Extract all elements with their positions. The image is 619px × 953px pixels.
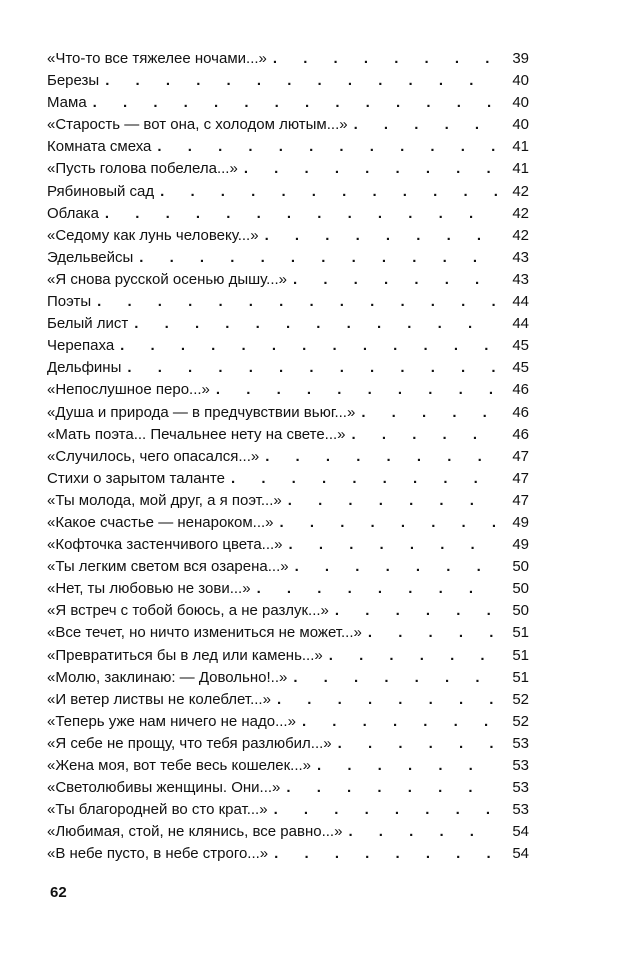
toc-entry-page: 51 [499,622,529,644]
dot-leader [280,512,499,534]
toc-entry-page: 46 [499,424,529,446]
dot-leader [273,48,499,70]
dot-leader [244,158,499,180]
toc-entry-title: «Молю, заклинаю: — Довольно!..» [47,667,293,689]
dot-leader [289,534,499,556]
dot-leader [295,556,499,578]
toc-entry [47,379,529,401]
dot-leader [348,821,499,843]
toc-entry-page: 40 [499,70,529,92]
toc-entry-title: «Превратиться бы в лед или камень...» [47,645,329,667]
toc-entry-title: «Теперь уже нам ничего не надо...» [47,711,302,733]
toc-entry-page: 54 [499,821,529,843]
dot-leader [257,578,499,600]
toc-entry-page: 47 [499,490,529,512]
dot-leader [93,92,499,114]
toc-entry-page: 50 [499,556,529,578]
toc-entry-title: «Седому как лунь человеку...» [47,225,265,247]
toc-entry-page: 41 [499,158,529,180]
toc-entry-title: Эдельвейсы [47,247,139,269]
dot-leader [338,733,499,755]
dot-leader [274,843,499,865]
dot-leader [157,136,499,158]
toc-entry [47,667,529,689]
toc-entry-title: Рябиновый сад [47,181,160,203]
toc-entry [47,203,529,225]
dot-leader [105,70,499,92]
toc-entry-title: «Что-то все тяжелее ночами...» [47,48,273,70]
toc-entry [47,556,529,578]
toc-entry-page: 54 [499,843,529,865]
toc-entry-title: «Мать поэта... Печальнее нету на свете...» [47,424,352,446]
toc-entry-title: «Душа и природа — в предчувствии вьюг...» [47,402,361,424]
toc-entry [47,313,529,335]
dot-leader [317,755,499,777]
toc-entry-page: 53 [499,799,529,821]
toc-entry-page: 51 [499,645,529,667]
dot-leader [329,645,499,667]
toc-entry-title: «Я встреч с тобой боюсь, а не разлук...» [47,600,335,622]
toc-entry-page: 49 [499,534,529,556]
dot-leader [97,291,499,313]
toc-entry-page: 45 [499,357,529,379]
toc-entry [47,335,529,357]
toc-entry-title: «И ветер листвы не колеблет...» [47,689,277,711]
toc-entry [47,534,529,556]
toc-entry-title: «В небе пусто, в небе строго...» [47,843,274,865]
toc-entry-page: 52 [499,711,529,733]
toc-entry-title: Стихи о зарытом таланте [47,468,231,490]
toc-entry-title: Дельфины [47,357,127,379]
toc-entry [47,512,529,534]
toc-entry [47,158,529,180]
toc-entry-title: «Какое счастье — ненароком...» [47,512,280,534]
toc-entry-page: 53 [499,733,529,755]
dot-leader [274,799,499,821]
dot-leader [335,600,499,622]
toc-entry [47,733,529,755]
toc-entry-page: 42 [499,203,529,225]
toc-entry [47,689,529,711]
toc-entry [47,843,529,865]
toc-entry [47,446,529,468]
toc-entry-title: «Кофточка застенчивого цвета...» [47,534,289,556]
dot-leader [139,247,499,269]
toc-entry-title: «Жена моя, вот тебе весь кошелек...» [47,755,317,777]
toc-entry-title: «Ты молода, мой друг, а я поэт...» [47,490,288,512]
toc-entry-title: «Пусть голова побелела...» [47,158,244,180]
dot-leader [286,777,499,799]
toc-entry-page: 44 [499,313,529,335]
toc-entry-title: «Ты легким светом вся озарена...» [47,556,295,578]
toc-entry-title: «Ты благородней во сто крат...» [47,799,274,821]
toc-entry-page: 42 [499,225,529,247]
dot-leader [361,402,499,424]
toc-entry-title: Мама [47,92,93,114]
dot-leader [288,490,499,512]
dot-leader [293,667,499,689]
toc-entry-page: 41 [499,136,529,158]
dot-leader [265,225,499,247]
dot-leader [265,446,499,468]
toc-entry [47,711,529,733]
toc-entry [47,114,529,136]
toc-entry-title: Комната смеха [47,136,157,158]
toc-entry-title: Поэты [47,291,97,313]
toc-entry [47,755,529,777]
toc-entry-page: 40 [499,92,529,114]
dot-leader [352,424,499,446]
toc-entry [47,578,529,600]
toc-entry-page: 46 [499,402,529,424]
toc-entry-page: 47 [499,446,529,468]
toc-entry-page: 44 [499,291,529,313]
toc-entry [47,777,529,799]
toc-entry-title: Белый лист [47,313,134,335]
dot-leader [160,181,499,203]
table-of-contents [47,48,529,865]
toc-entry-page: 50 [499,578,529,600]
toc-entry [47,622,529,644]
dot-leader [231,468,499,490]
toc-entry [47,136,529,158]
toc-entry [47,645,529,667]
dot-leader [302,711,499,733]
dot-leader [120,335,499,357]
toc-entry-title: «Любимая, стой, не клянись, все равно...» [47,821,348,843]
toc-entry [47,424,529,446]
toc-entry [47,402,529,424]
toc-entry-title: «Светолюбивы женщины. Они...» [47,777,286,799]
dot-leader [216,379,499,401]
toc-entry-title: «Непослушное перо...» [47,379,216,401]
toc-entry-title: «Я снова русской осенью дышу...» [47,269,293,291]
toc-entry-title: Березы [47,70,105,92]
toc-entry-page: 51 [499,667,529,689]
toc-entry [47,357,529,379]
toc-entry-title: «Я себе не прощу, что тебя разлюбил...» [47,733,338,755]
toc-entry-page: 47 [499,468,529,490]
toc-entry [47,92,529,114]
toc-entry [47,70,529,92]
dot-leader [127,357,499,379]
dot-leader [354,114,499,136]
toc-entry-page: 43 [499,269,529,291]
dot-leader [368,622,499,644]
toc-entry-title: «Старость — вот она, с холодом лютым...» [47,114,354,136]
dot-leader [105,203,499,225]
toc-entry [47,48,529,70]
toc-entry [47,181,529,203]
toc-entry-page: 45 [499,335,529,357]
toc-entry [47,600,529,622]
toc-entry-page: 46 [499,379,529,401]
toc-entry-page: 42 [499,181,529,203]
toc-entry [47,269,529,291]
page-number: 62 [50,884,67,901]
toc-entry-title: «Случилось, чего опасался...» [47,446,265,468]
toc-entry-page: 53 [499,755,529,777]
toc-entry [47,247,529,269]
dot-leader [293,269,499,291]
toc-entry-title: Черепаха [47,335,120,357]
toc-entry-title: Облака [47,203,105,225]
toc-entry [47,225,529,247]
toc-entry [47,490,529,512]
toc-entry-title: «Нет, ты любовью не зови...» [47,578,257,600]
dot-leader [134,313,499,335]
toc-entry-page: 52 [499,689,529,711]
toc-entry-page: 40 [499,114,529,136]
toc-entry-page: 39 [499,48,529,70]
toc-entry-page: 43 [499,247,529,269]
toc-entry-page: 49 [499,512,529,534]
toc-entry [47,799,529,821]
toc-entry-page: 53 [499,777,529,799]
toc-entry-page: 50 [499,600,529,622]
toc-entry-title: «Все течет, но ничто измениться не может...» [47,622,368,644]
toc-entry [47,468,529,490]
toc-entry [47,291,529,313]
dot-leader [277,689,499,711]
toc-entry [47,821,529,843]
